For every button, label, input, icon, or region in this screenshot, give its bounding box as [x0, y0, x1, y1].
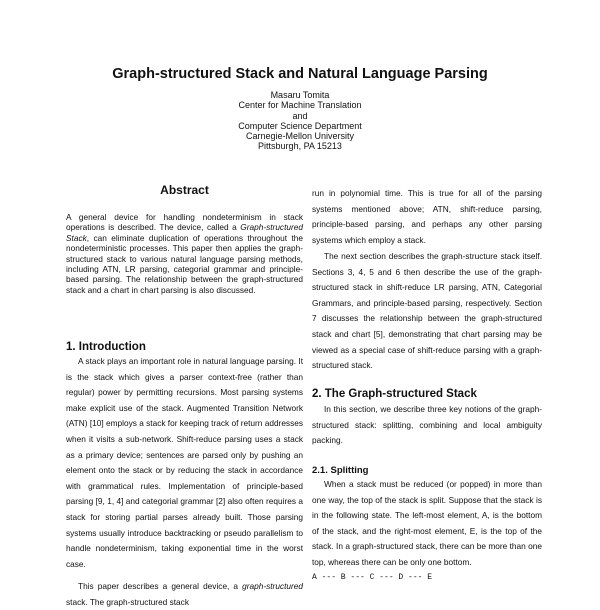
right-paragraph-1: run in polynomial time. This is true for all of the parsing systems mentioned above; ATN, shift-reduce parsing, principle-based parsing, and perhaps any other parsing systems which employ a stack. — [312, 188, 542, 245]
location: Pittsburgh, PA 15213 — [258, 141, 342, 152]
affiliation-2: Computer Science Department — [238, 120, 362, 131]
author-block — [0, 90, 600, 152]
section-2-1-heading: 2.1. Splitting — [312, 465, 369, 476]
abstract-paragraph: A general device for handling nondeterminism in stack operations is described. The device, called a Graph-structured Stack, can eliminate duplication of operations throughout the nondeterministic processes. This paper then applies the graph-structured stack to various natural language parsing methods, including ATN, LR parsing, categorial grammar and principle-based parsing. The relationship between the graph-structured stack and a chart in chart parsing is also discussed. — [66, 212, 303, 295]
intro-emphasis: graph-structured — [242, 581, 303, 591]
affiliation-1: Center for Machine Translation — [238, 100, 362, 111]
affiliation-conjunction: and — [292, 110, 308, 121]
stack-diagram-line: A --- B --- C --- D --- E — [312, 573, 433, 582]
abstract-heading: Abstract — [160, 183, 209, 197]
intro-paragraph-1: A stack plays an important role in natural language parsing. It is the stack which gives a parser context-free (rather than regular) power by permitting recursions. Most parsing systems make explicit use of the stack. Augmented Transition Network (ATN) [10] employs a stack for keeping track of return addresses when it visits a sub-network. Shift-reduce parsing uses a stack as a primary device; sentences are parsed only by pushing an element onto the stack or by reducing the stack in accordance with grammatical rules. Implementation of principle-based parsing [9, 1, 4] and categorial grammar [2] also often requires a stack for storing partial parses already built. Those parsing systems usually introduce backtracking or pseudo parallelism to handle nondeterminism, taking exponential time in the worst case. — [66, 356, 303, 569]
abstract-emphasis: Graph-structured Stack — [66, 222, 303, 243]
paper-title: Graph-structured Stack and Natural Language Parsing — [112, 66, 488, 82]
section-2-heading: 2. The Graph-structured Stack — [312, 388, 477, 400]
intro-paragraph-2: This paper describes a general device, a graph-structured stack. The graph-structured stack — [66, 581, 303, 607]
institution: Carnegie-Mellon University — [245, 131, 355, 142]
right-paragraph-2: The next section describes the graph-structure stack itself. Sections 3, 4, 5 and 6 then describe the use of the graph-structured stack in shift-reduce LR parsing, ATN, Categorial Grammars, and principle-based parsing, respectively. Section 7 discusses the relationship between the graph-structured stack and chart [5], demonstrating that chart parsing may be viewed as a special case of shift-reduce parsing with a graph-structured stack. — [312, 251, 542, 371]
section-2-paragraph: In this section, we describe three key notions of the graph-structured stack: splitting, combining and local ambiguity packing. — [312, 404, 542, 446]
intro-heading: 1. Introduction — [66, 341, 146, 353]
author-name: Masaru Tomita — [270, 90, 330, 100]
section-2-1-paragraph: When a stack must be reduced (or popped) in more than one way, the top of the stack is split. Suppose that the stack is in the following state. The left-most element, A, is the bottom of the stack, and the right-most element, E, is the top of the stack. In a graph-structured stack, there can be more than one top, whereas there can be only one bottom. — [312, 479, 542, 567]
